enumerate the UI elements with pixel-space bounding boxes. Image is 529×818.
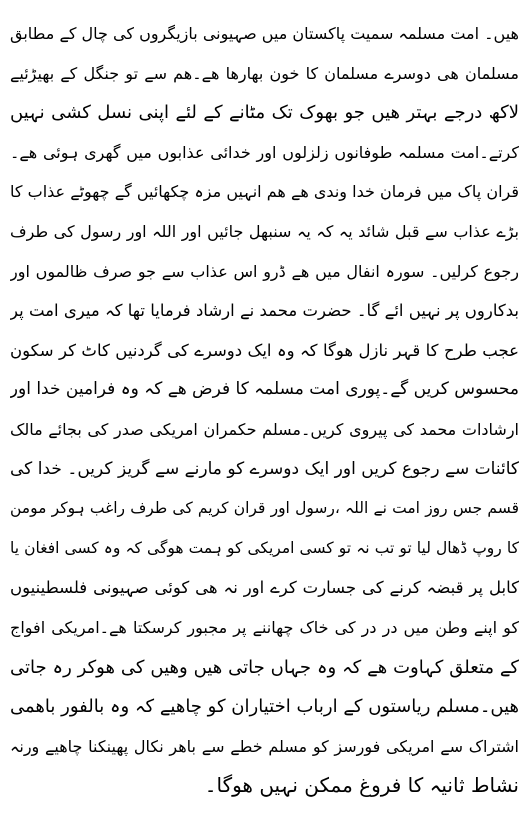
text-line-6: بڑے عذاب سے قبل شائد یہ کہ یہ سنبھل جائیں اور اللہ اور رسول کی طرف xyxy=(10,221,519,241)
text-line-9: عجب طرح کا قہر نازل ھوگا کہ وہ ایک دوسرے کی گردنیں کاٹ کر سکون xyxy=(10,340,519,360)
text-line-1: هیں۔ امت مسلمہ سمیت پاکستان میں صہیونی بازیگروں کی چال کے مطابق xyxy=(10,24,519,43)
text-line-13: قسم جس روز امت نے اللہ ،رسول اور قران کریم کی طرف راغب ہوکر مومن xyxy=(10,499,519,518)
text-line-15: کابل پر قبضہ کرنے کی جسارت کرے اور نہ ھی کوئی صہیونی فلسطینیوں xyxy=(10,578,519,598)
text-line-20: نشاط ثانیہ کا فروغ ممکن نہیں ھوگا۔ xyxy=(204,773,519,798)
text-line-17: کے متعلق کہاوت ھے کہ وہ جہاں جاتی ھیں وھیں کی ھوکر رہ جاتی xyxy=(10,656,519,678)
text-line-19: اشتراک سے امریکی فورسز کو مسلم خطے سے باھر نکال پھینکنا چاھیے ورنہ xyxy=(10,736,519,756)
text-line-4: کرتے۔امت مسلمہ طوفانوں زلزلوں اور خدائی عذابوں میں گھری ہوئی ھے۔ xyxy=(10,142,519,162)
text-line-12: کائنات سے رجوع کریں اور ایک دوسرے کو مارنے سے گریز کریں۔ خدا کی xyxy=(10,458,519,479)
text-line-14: کا روپ ڈھال لیا تو تب نہ تو کسی امریکی کو ہمت ھوگی کہ وہ کسی افغان یا xyxy=(10,538,519,557)
text-line-8: بدکاروں پر نہیں ائے گا۔ حضرت محمد نے ارشاد فرمایا تھا کہ میری امت پر xyxy=(10,301,519,321)
text-line-7: رجوع کرلیں۔ سورہ انفال میں ھے ڈرو اس عذاب سے جو صرف ظالموں اور xyxy=(10,261,519,281)
text-line-11: ارشادات محمد کی پیروی کریں۔مسلم حکمران امریکی صدر کی بجائے مالک xyxy=(10,419,519,439)
text-line-10: محسوس کریں گے۔پوری امت مسلمہ کا فرض ھے کہ وہ فرامین خدا اور xyxy=(10,379,519,400)
text-line-16: کو اپنے وطن میں در در کی خاک چھاننے پر مجبور کرسکتا ھے۔امریکی افواج xyxy=(10,617,519,637)
text-line-18: ھیں۔مسلم ریاستوں کے ارباب اختیاران کو چاھیے کہ وہ بالفور باھمی xyxy=(10,696,519,718)
text-line-5: قران پاک میں فرمان خدا وندی ھے ھم انہیں مزہ چکھائیں گے چھوٹے عذاب کا xyxy=(10,182,519,202)
text-line-2: مسلمان ھی دوسرے مسلمان کا خون بھارھا ھے۔ھم سے تو جنگل کے بھیڑئیے xyxy=(10,63,519,83)
text-line-3: لاکھ درجے بہتر ھیں جو بھوک تک مٹانے کے لئے اپنی نسل کشی نہیں xyxy=(10,102,519,124)
